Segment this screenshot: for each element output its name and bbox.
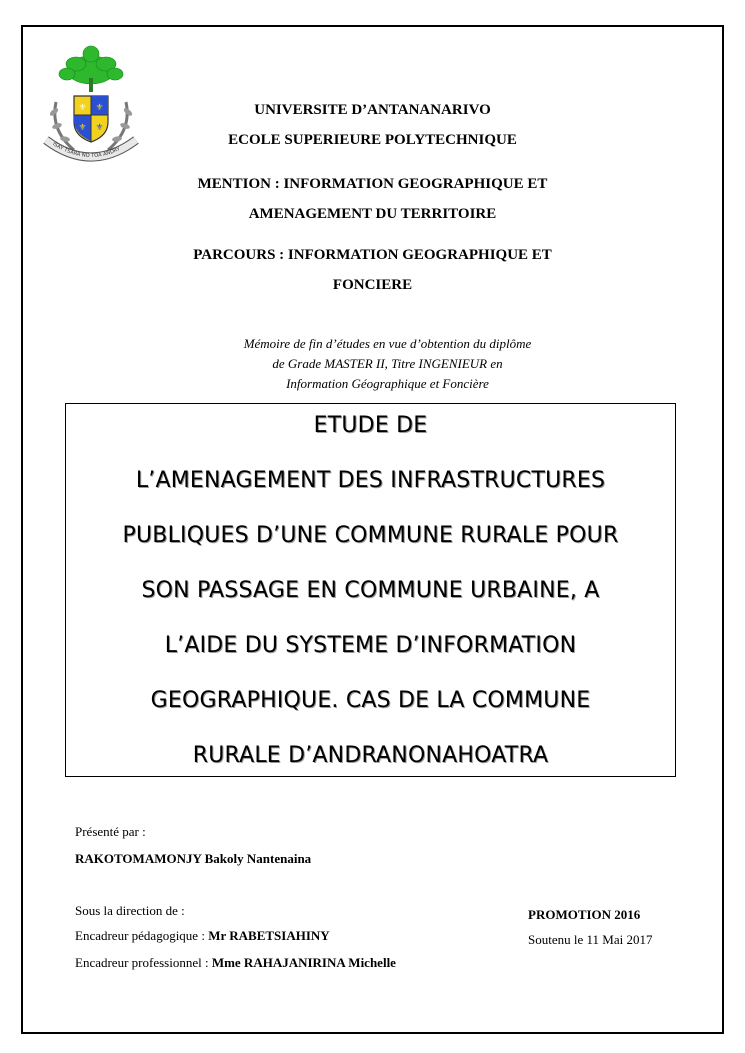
svg-text:⚜: ⚜ xyxy=(78,102,87,112)
pedagogic-supervisor xyxy=(75,928,330,944)
title-line: PUBLIQUES D’UNE COMMUNE RURALE POUR xyxy=(122,523,619,548)
school-name: ECOLE SUPERIEURE POLYTECHNIQUE xyxy=(228,132,517,148)
professional-supervisor xyxy=(75,955,396,971)
svg-text:⚜: ⚜ xyxy=(78,122,87,132)
svg-text:⚜: ⚜ xyxy=(95,102,104,112)
university-name: UNIVERSITE D’ANTANANARIVO xyxy=(254,102,491,118)
title-line: ETUDE DE xyxy=(313,413,428,438)
title-line: SON PASSAGE EN COMMUNE URBAINE, A xyxy=(141,578,600,603)
title-line: RURALE D’ANDRANONAHOATRA xyxy=(192,743,549,768)
title-line: L’AMENAGEMENT DES INFRASTRUCTURES xyxy=(135,468,606,493)
defense-date: Soutenu le 11 Mai 2017 xyxy=(528,932,653,947)
pedagogic-supervisor-name: Mr RABETSIAHINY xyxy=(208,928,330,943)
logo-motto: ISAY TSARA NO TOA ANDRY xyxy=(51,141,122,160)
title-line: L’AIDE DU SYSTEME D’INFORMATION xyxy=(164,633,577,658)
mention-line-2: AMENAGEMENT DU TERRITOIRE xyxy=(248,206,497,222)
title-line: GEOGRAPHIQUE. CAS DE LA COMMUNE xyxy=(150,688,591,713)
svg-text:⚜: ⚜ xyxy=(95,122,104,132)
parcours-line-2: FONCIERE xyxy=(332,277,413,293)
pedagogic-supervisor-label: Encadreur pédagogique : xyxy=(75,928,209,943)
professional-supervisor-name: Mme RAHAJANIRINA Michelle xyxy=(211,955,396,970)
parcours-line-1: PARCOURS : INFORMATION GEOGRAPHIQUE ET xyxy=(193,247,552,263)
subtitle-line-3: Information Géographique et Foncière xyxy=(286,376,489,391)
mention-line-1: MENTION : INFORMATION GEOGRAPHIQUE ET xyxy=(197,176,548,192)
subtitle-line-1: Mémoire de fin d’études en vue d’obtention du diplôme xyxy=(243,336,532,351)
direction-label: Sous la direction de : xyxy=(75,903,185,918)
promotion-label: PROMOTION 2016 xyxy=(528,907,641,922)
author-name: RAKOTOMAMONJY Bakoly Nantenaina xyxy=(75,851,312,866)
thesis-title-box xyxy=(65,403,676,777)
presented-by-label: Présenté par : xyxy=(75,824,146,839)
subtitle-line-2: de Grade MASTER II, Titre INGENIEUR en xyxy=(272,356,503,371)
professional-supervisor-label: Encadreur professionnel : xyxy=(75,955,212,970)
